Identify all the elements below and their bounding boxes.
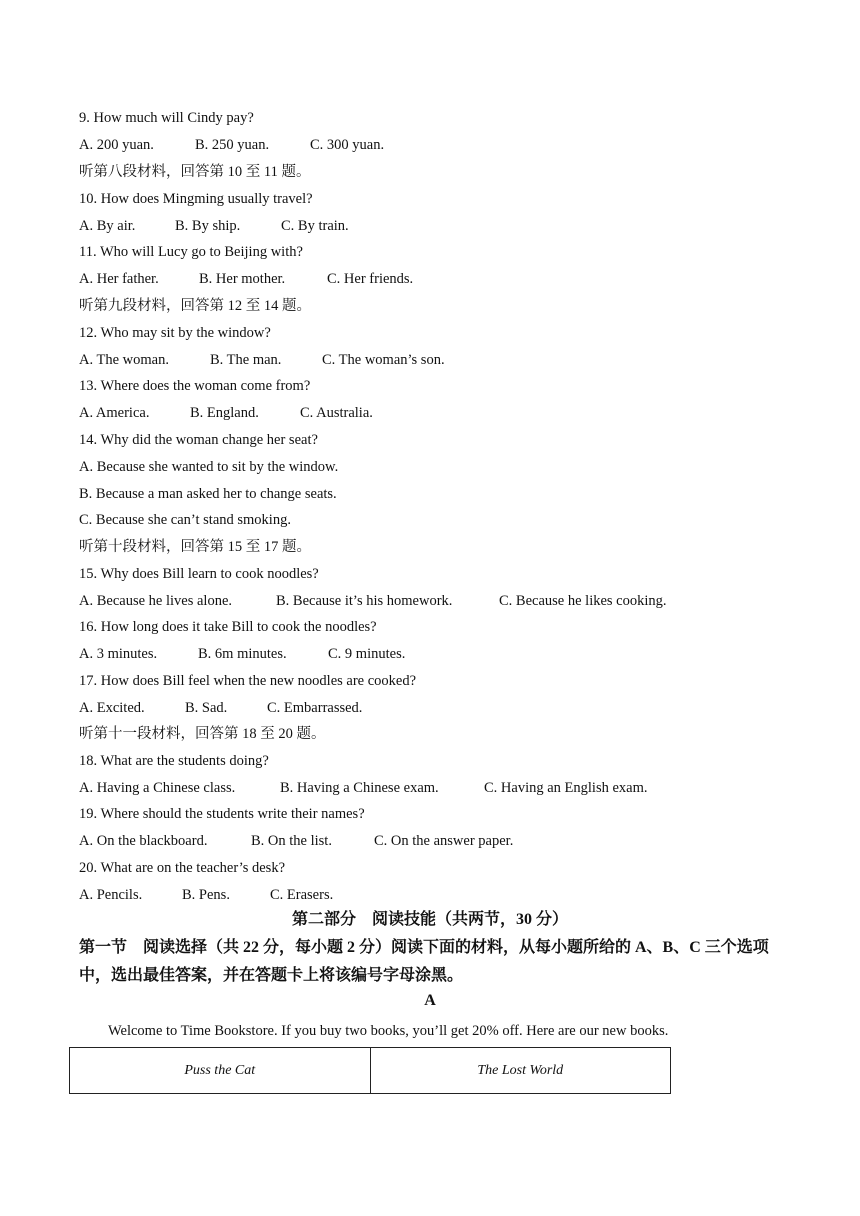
passage-intro: Welcome to Time Bookstore. If you buy two books, you’ll get 20% off. Here are our new books. (108, 1023, 669, 1039)
option-a: A. Having a Chinese class. (79, 780, 236, 796)
book-title-cell: The Lost World (370, 1048, 671, 1094)
question-14: 14. Why did the woman change her seat? (79, 432, 318, 448)
option-b: B. Because it’s his homework. (276, 593, 453, 609)
option-14-b: B. Because a man asked her to change seats. (79, 486, 337, 502)
option-c: C. The woman’s son. (322, 352, 445, 368)
option-14-a: A. Because she wanted to sit by the window. (79, 459, 339, 475)
options-10 (79, 216, 349, 236)
option-c: C. Having an English exam. (484, 780, 648, 796)
question-11: 11. Who will Lucy go to Beijing with? (79, 244, 303, 260)
option-c: C. 9 minutes. (328, 646, 406, 662)
question-10: 10. How does Mingming usually travel? (79, 191, 313, 207)
options-15 (79, 591, 667, 611)
question-20: 20. What are on the teacher’s desk? (79, 860, 286, 876)
book-title-cell: Puss the Cat (70, 1048, 371, 1094)
question-15: 15. Why does Bill learn to cook noodles? (79, 566, 319, 582)
options-12 (79, 350, 445, 370)
option-c: C. 300 yuan. (310, 137, 385, 153)
section-instruction-8: 听第八段材料，回答第 10 至 11 题。 (79, 164, 311, 180)
table-row (70, 1048, 671, 1094)
question-16: 16. How long does it take Bill to cook the noodles? (79, 619, 377, 635)
option-a: A. On the blackboard. (79, 833, 208, 849)
option-c: C. Erasers. (270, 887, 334, 903)
option-14-c: C. Because she can’t stand smoking. (79, 512, 291, 528)
option-b: B. Sad. (185, 700, 228, 716)
section-instruction-9: 听第九段材料，回答第 12 至 14 题。 (79, 298, 311, 314)
options-9 (79, 135, 384, 155)
options-16 (79, 644, 405, 664)
part2-instruction: 第一节 阅读选择（共 22 分，每小题 2 分）阅读下面的材料，从每小题所给的 A、B、C 三个选项中，选出最佳答案，并在答题卡上将该编号字母涂黑。 (79, 939, 769, 984)
options-18 (79, 778, 648, 798)
option-b: B. On the list. (251, 833, 332, 849)
question-12: 12. Who may sit by the window? (79, 325, 271, 341)
question-9: 9. How much will Cindy pay? (79, 110, 254, 126)
option-a: A. 200 yuan. (79, 137, 154, 153)
question-13: 13. Where does the woman come from? (79, 378, 311, 394)
option-b: B. 6m minutes. (198, 646, 287, 662)
option-a: A. Because he lives alone. (79, 593, 233, 609)
option-b: B. The man. (210, 352, 282, 368)
option-c: C. Because he likes cooking. (499, 593, 667, 609)
section-instruction-10: 听第十段材料，回答第 15 至 17 题。 (79, 539, 311, 555)
option-b: B. Having a Chinese exam. (280, 780, 439, 796)
part2-heading: 第二部分 阅读技能（共两节，30 分） (291, 911, 568, 928)
option-a: A. Excited. (79, 700, 145, 716)
option-b: B. By ship. (175, 218, 241, 234)
option-b: B. 250 yuan. (195, 137, 270, 153)
option-c: C. Australia. (300, 405, 373, 421)
option-a: A. 3 minutes. (79, 646, 158, 662)
question-18: 18. What are the students doing? (79, 753, 269, 769)
option-a: A. By air. (79, 218, 136, 234)
question-19: 19. Where should the students write their names? (79, 806, 365, 822)
option-c: C. Her friends. (327, 271, 414, 287)
option-c: C. On the answer paper. (374, 833, 514, 849)
option-a: A. Pencils. (79, 887, 143, 903)
question-17: 17. How does Bill feel when the new noodles are cooked? (79, 673, 417, 689)
option-b: B. England. (190, 405, 259, 421)
options-19 (79, 831, 513, 851)
options-13 (79, 403, 373, 423)
option-a: A. America. (79, 405, 150, 421)
option-c: C. Embarrassed. (267, 700, 363, 716)
options-20 (79, 885, 333, 905)
section-instruction-11: 听第十一段材料，回答第 18 至 20 题。 (79, 726, 326, 742)
option-b: B. Her mother. (199, 271, 286, 287)
options-11 (79, 269, 413, 289)
passage-label: A (424, 992, 436, 1009)
option-b: B. Pens. (182, 887, 230, 903)
option-a: A. The woman. (79, 352, 169, 368)
books-table (69, 1047, 671, 1094)
option-c: C. By train. (281, 218, 349, 234)
options-17 (79, 698, 362, 718)
option-a: A. Her father. (79, 271, 159, 287)
